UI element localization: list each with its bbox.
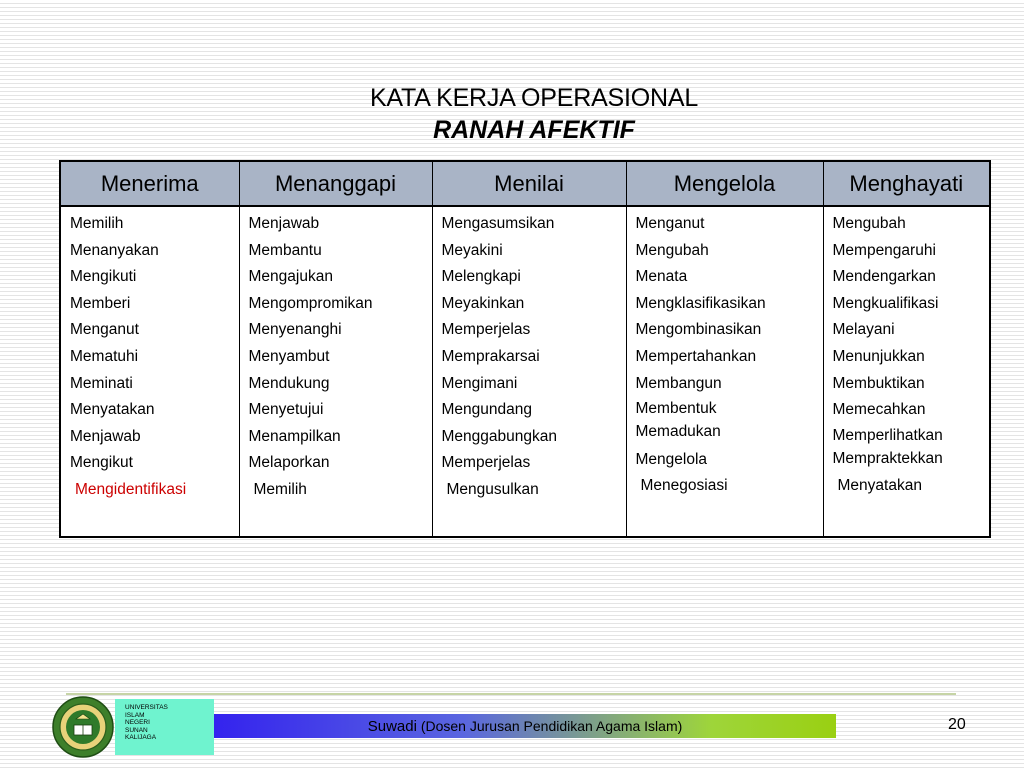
list-item: Memperjelas — [441, 321, 531, 339]
list-item-line: Memadukan — [635, 423, 721, 441]
list-item: Mengombinasikan — [635, 321, 762, 339]
list-item: Memperjelas — [441, 454, 531, 472]
university-name-line: NEGERI — [125, 719, 150, 727]
highlighted-list-item: Mengidentifikasi — [75, 480, 187, 498]
list-item: Mengusulkan — [446, 480, 539, 498]
list-item: Meyakinkan — [441, 294, 525, 312]
list-item: Memprakarsai — [441, 347, 540, 365]
list-item: Melayani — [832, 321, 895, 339]
list-item: Menyetujui — [248, 401, 324, 419]
list-item: Mengkualifikasi — [832, 294, 939, 312]
university-name-line: KALIJAGA — [125, 734, 157, 742]
list-item-line: Mempraktekkan — [832, 449, 943, 467]
list-item: Menampilkan — [248, 427, 341, 445]
list-item: Menggabungkan — [441, 427, 557, 445]
column-menanggapi — [239, 206, 432, 537]
university-name-line: ISLAM — [125, 711, 145, 719]
header-mengelola: Mengelola — [626, 161, 823, 206]
list-item: Menganut — [70, 321, 139, 339]
list-item-line: Memperlihatkan — [832, 426, 943, 444]
list-item: Mengajukan — [248, 268, 333, 286]
footer-divider — [66, 693, 956, 695]
list-item: Mendengarkan — [832, 268, 936, 286]
list-item: Mempertahankan — [635, 347, 757, 365]
list-item: Membantu — [248, 241, 322, 259]
presenter-name: Suwadi — [367, 718, 417, 735]
list-item: Melengkapi — [441, 268, 521, 286]
presenter-affiliation: (Dosen Jurusan Pendidikan Agama Islam) — [420, 718, 683, 734]
university-name-line: UNIVERSITAS — [125, 704, 168, 711]
list-item: Mengikuti — [70, 268, 137, 286]
column-menghayati — [823, 206, 990, 537]
list-item-line: Membentuk — [635, 400, 717, 418]
list-item: Menyatakan — [837, 477, 922, 495]
list-item: Membangun — [635, 374, 722, 392]
list-item: Menegosiasi — [640, 477, 728, 495]
header-menilai: Menilai — [432, 161, 626, 206]
list-item: Mengklasifikasikan — [635, 294, 766, 312]
list-item — [636, 397, 819, 447]
column-menerima — [60, 206, 239, 537]
column-mengelola — [626, 206, 823, 537]
list-item: Memilih — [70, 215, 124, 232]
title-line-2: RANAH AFEKTIF — [433, 116, 635, 144]
list-item: Memberi — [70, 294, 131, 312]
list-item: Menjawab — [70, 427, 141, 445]
header-menerima: Menerima — [60, 161, 239, 206]
slide-title — [0, 82, 1024, 146]
list-item: Menata — [635, 268, 688, 286]
list-item: Meyakini — [441, 241, 503, 259]
list-item: Mengelola — [635, 450, 708, 468]
university-name-line: SUNAN — [125, 726, 148, 734]
list-item: Menyenanghi — [248, 321, 342, 339]
page-number: 20 — [948, 716, 966, 733]
list-item: Menganut — [635, 215, 705, 232]
list-item — [833, 424, 986, 474]
list-item: Mengompromikan — [248, 294, 373, 312]
list-item: Mengimani — [441, 374, 518, 392]
university-name-box — [115, 699, 214, 755]
list-item: Mematuhi — [70, 347, 139, 365]
list-item: Menyatakan — [70, 401, 155, 419]
footer-credit — [214, 718, 836, 735]
title-line-1: KATA KERJA OPERASIONAL — [369, 84, 699, 112]
list-item: Mempengaruhi — [832, 241, 936, 259]
table-body-row — [60, 206, 990, 537]
header-menanggapi: Menanggapi — [239, 161, 432, 206]
header-menghayati: Menghayati — [823, 161, 990, 206]
list-item: Meminati — [70, 374, 133, 392]
list-item: Mengubah — [832, 215, 906, 232]
list-item: Menyambut — [248, 347, 330, 365]
list-item: Menunjukkan — [832, 347, 925, 365]
verb-table — [59, 160, 991, 538]
list-item: Memilih — [253, 480, 307, 498]
column-menilai — [432, 206, 626, 537]
list-item: Menanyakan — [70, 241, 159, 259]
list-item: Melaporkan — [248, 454, 330, 472]
list-item: Membuktikan — [832, 374, 925, 392]
list-item: Memecahkan — [832, 401, 926, 419]
table-header-row — [60, 161, 990, 206]
list-item: Mengikut — [70, 454, 133, 472]
list-item: Menjawab — [248, 215, 320, 232]
list-item: Mendukung — [248, 374, 330, 392]
list-item: Mengubah — [635, 241, 709, 259]
university-seal-icon — [48, 694, 118, 760]
list-item: Mengasumsikan — [441, 215, 555, 232]
footer-bar — [214, 714, 836, 738]
list-item: Mengundang — [441, 401, 532, 419]
